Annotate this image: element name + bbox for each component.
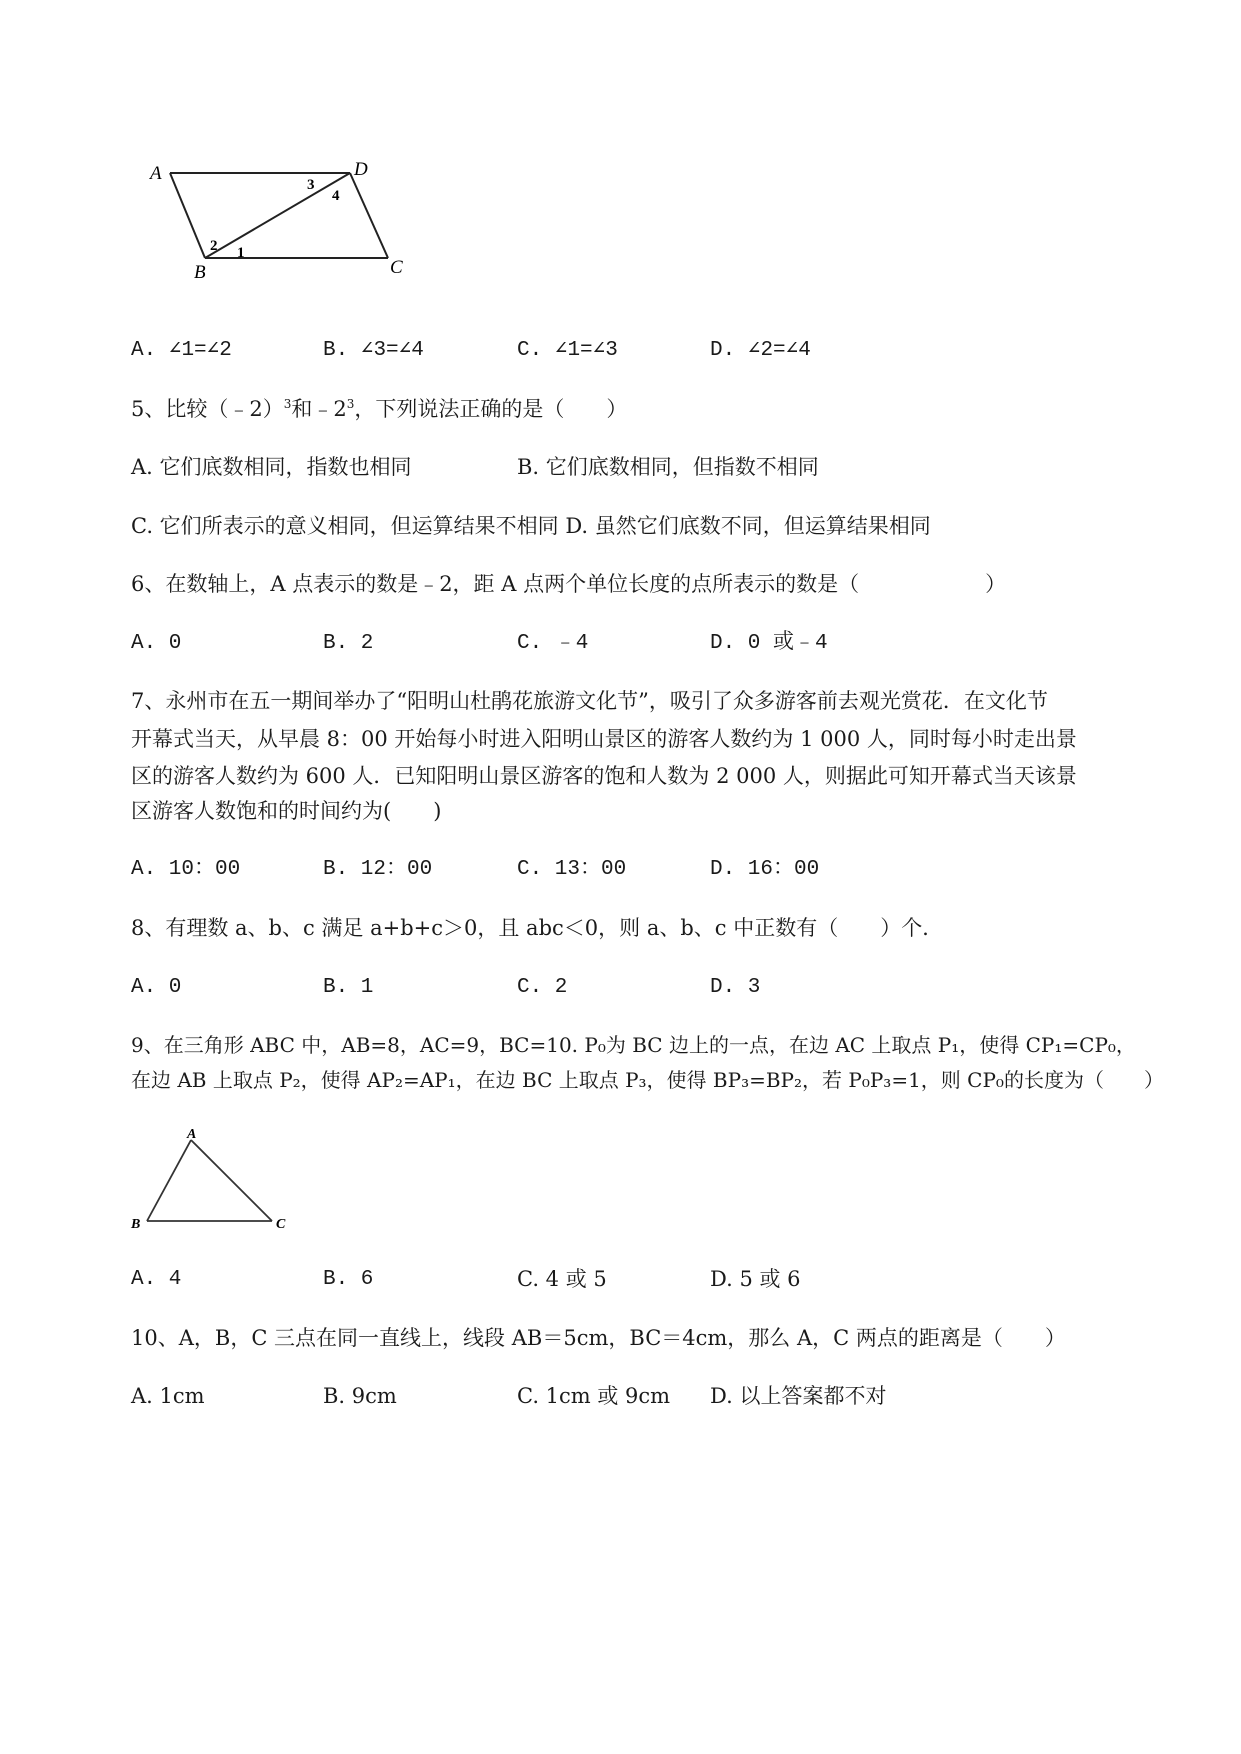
q6-option-a: A. 0: [131, 632, 182, 655]
q4-option-c: C. ∠1=∠3: [517, 339, 618, 362]
triangle-vertex-c: C: [276, 1217, 286, 1232]
q5-stem-part2: 和﹣2: [291, 397, 347, 421]
vertex-label-a: A: [150, 163, 162, 184]
q4-option-b: B. ∠3=∠4: [323, 339, 424, 362]
q7-line-4: 区游客人数饱和的时间约为( ): [131, 799, 442, 823]
q8-option-a: A. 0: [131, 976, 182, 999]
q8-option-d: D. 3: [710, 976, 761, 999]
q7-option-c: C. 13：00: [517, 858, 627, 881]
q7-line-1: 7、永州市在五一期间举办了“阳明山杜鹃花旅游文化节”，吸引了众多游客前去观光赏花．在文化节: [131, 689, 1048, 713]
q5-exponent-1: 3: [283, 397, 292, 411]
triangle-vertex-b: B: [131, 1217, 141, 1232]
q5-stem-part3: ，下列说法正确的是（ ）: [354, 397, 628, 421]
q5-option-a: A. 它们底数相同，指数也相同: [131, 455, 412, 479]
q6-option-b: B. 2: [323, 632, 374, 655]
q8-option-c: C. 2: [517, 976, 568, 999]
vertex-label-b: B: [194, 262, 206, 283]
q7-line-3: 区的游客人数约为 600 人．已知阳明山景区游客的饱和人数为 2 000 人，则据此可知开幕式当天该景: [131, 764, 1077, 788]
q5-stem: [131, 398, 627, 420]
q9-option-c: C. 4 或 5: [517, 1267, 607, 1291]
angle-label-3: 3: [307, 177, 315, 193]
q9-option-b: B. 6: [323, 1268, 374, 1291]
q6-option-c: C. ﹣4: [517, 632, 589, 655]
q9-option-d: D. 5 或 6: [710, 1267, 801, 1291]
q5-option-b: B. 它们底数相同，但指数不相同: [517, 455, 819, 479]
angle-label-2: 2: [210, 238, 218, 254]
q4-option-d: D. ∠2=∠4: [710, 339, 811, 362]
q8-stem: 8、有理数 a、b、c 满足 a+b+c＞0，且 abc＜0，则 a、b、c 中正数有（ ）个．: [131, 916, 944, 940]
angle-label-4: 4: [332, 188, 340, 204]
q9-line-1: 9、在三角形 ABC 中，AB=8，AC=9，BC=10. P₀为 BC 边上的一点，在边 AC 上取点 P₁，使得 CP₁=CP₀，: [131, 1033, 1136, 1057]
q10-option-d: D. 以上答案都不对: [710, 1384, 887, 1408]
q10-stem: 10、A，B，C 三点在同一直线上，线段 AB＝5cm，BC＝4cm，那么 A，C 两点的距离是（ ）: [131, 1326, 1066, 1350]
q4-option-a: A. ∠1=∠2: [131, 339, 232, 362]
parallelogram-figure: [140, 160, 420, 290]
q5-exponent-2: 3: [346, 397, 355, 411]
triangle-vertex-a: A: [187, 1127, 197, 1142]
q7-option-d: D. 16：00: [710, 858, 820, 881]
q9-option-a: A. 4: [131, 1268, 182, 1291]
vertex-label-d: D: [354, 160, 368, 180]
vertex-label-c: C: [390, 257, 403, 278]
q7-line-2: 开幕式当天，从早晨 8：00 开始每小时进入阳明山景区的游客人数约为 1 000 人，同时每小时走出景: [131, 727, 1077, 751]
q7-option-a: A. 10：00: [131, 858, 241, 881]
q8-option-b: B. 1: [323, 976, 374, 999]
angle-label-1: 1: [237, 245, 245, 261]
triangle-figure: [125, 1120, 295, 1235]
q10-option-a: A. 1cm: [131, 1384, 205, 1408]
q5-option-cd: C. 它们所表示的意义相同，但运算结果不相同 D. 虽然它们底数不同，但运算结果相同: [131, 514, 931, 538]
q6-stem: 6、在数轴上，A 点表示的数是﹣2，距 A 点两个单位长度的点所表示的数是（ ）: [131, 572, 1007, 596]
q10-option-c: C. 1cm 或 9cm: [517, 1384, 671, 1408]
q7-option-b: B. 12：00: [323, 858, 433, 881]
q6-option-d: D. 0 或﹣4: [710, 632, 828, 655]
q9-line-2: 在边 AB 上取点 P₂，使得 AP₂=AP₁，在边 BC 上取点 P₃，使得 BP₃=BP₂，若 P₀P₃=1，则 CP₀的长度为（ ）: [131, 1068, 1164, 1092]
q10-option-b: B. 9cm: [323, 1384, 397, 1408]
q5-stem-part1: 5、比较（﹣2）: [131, 397, 284, 421]
